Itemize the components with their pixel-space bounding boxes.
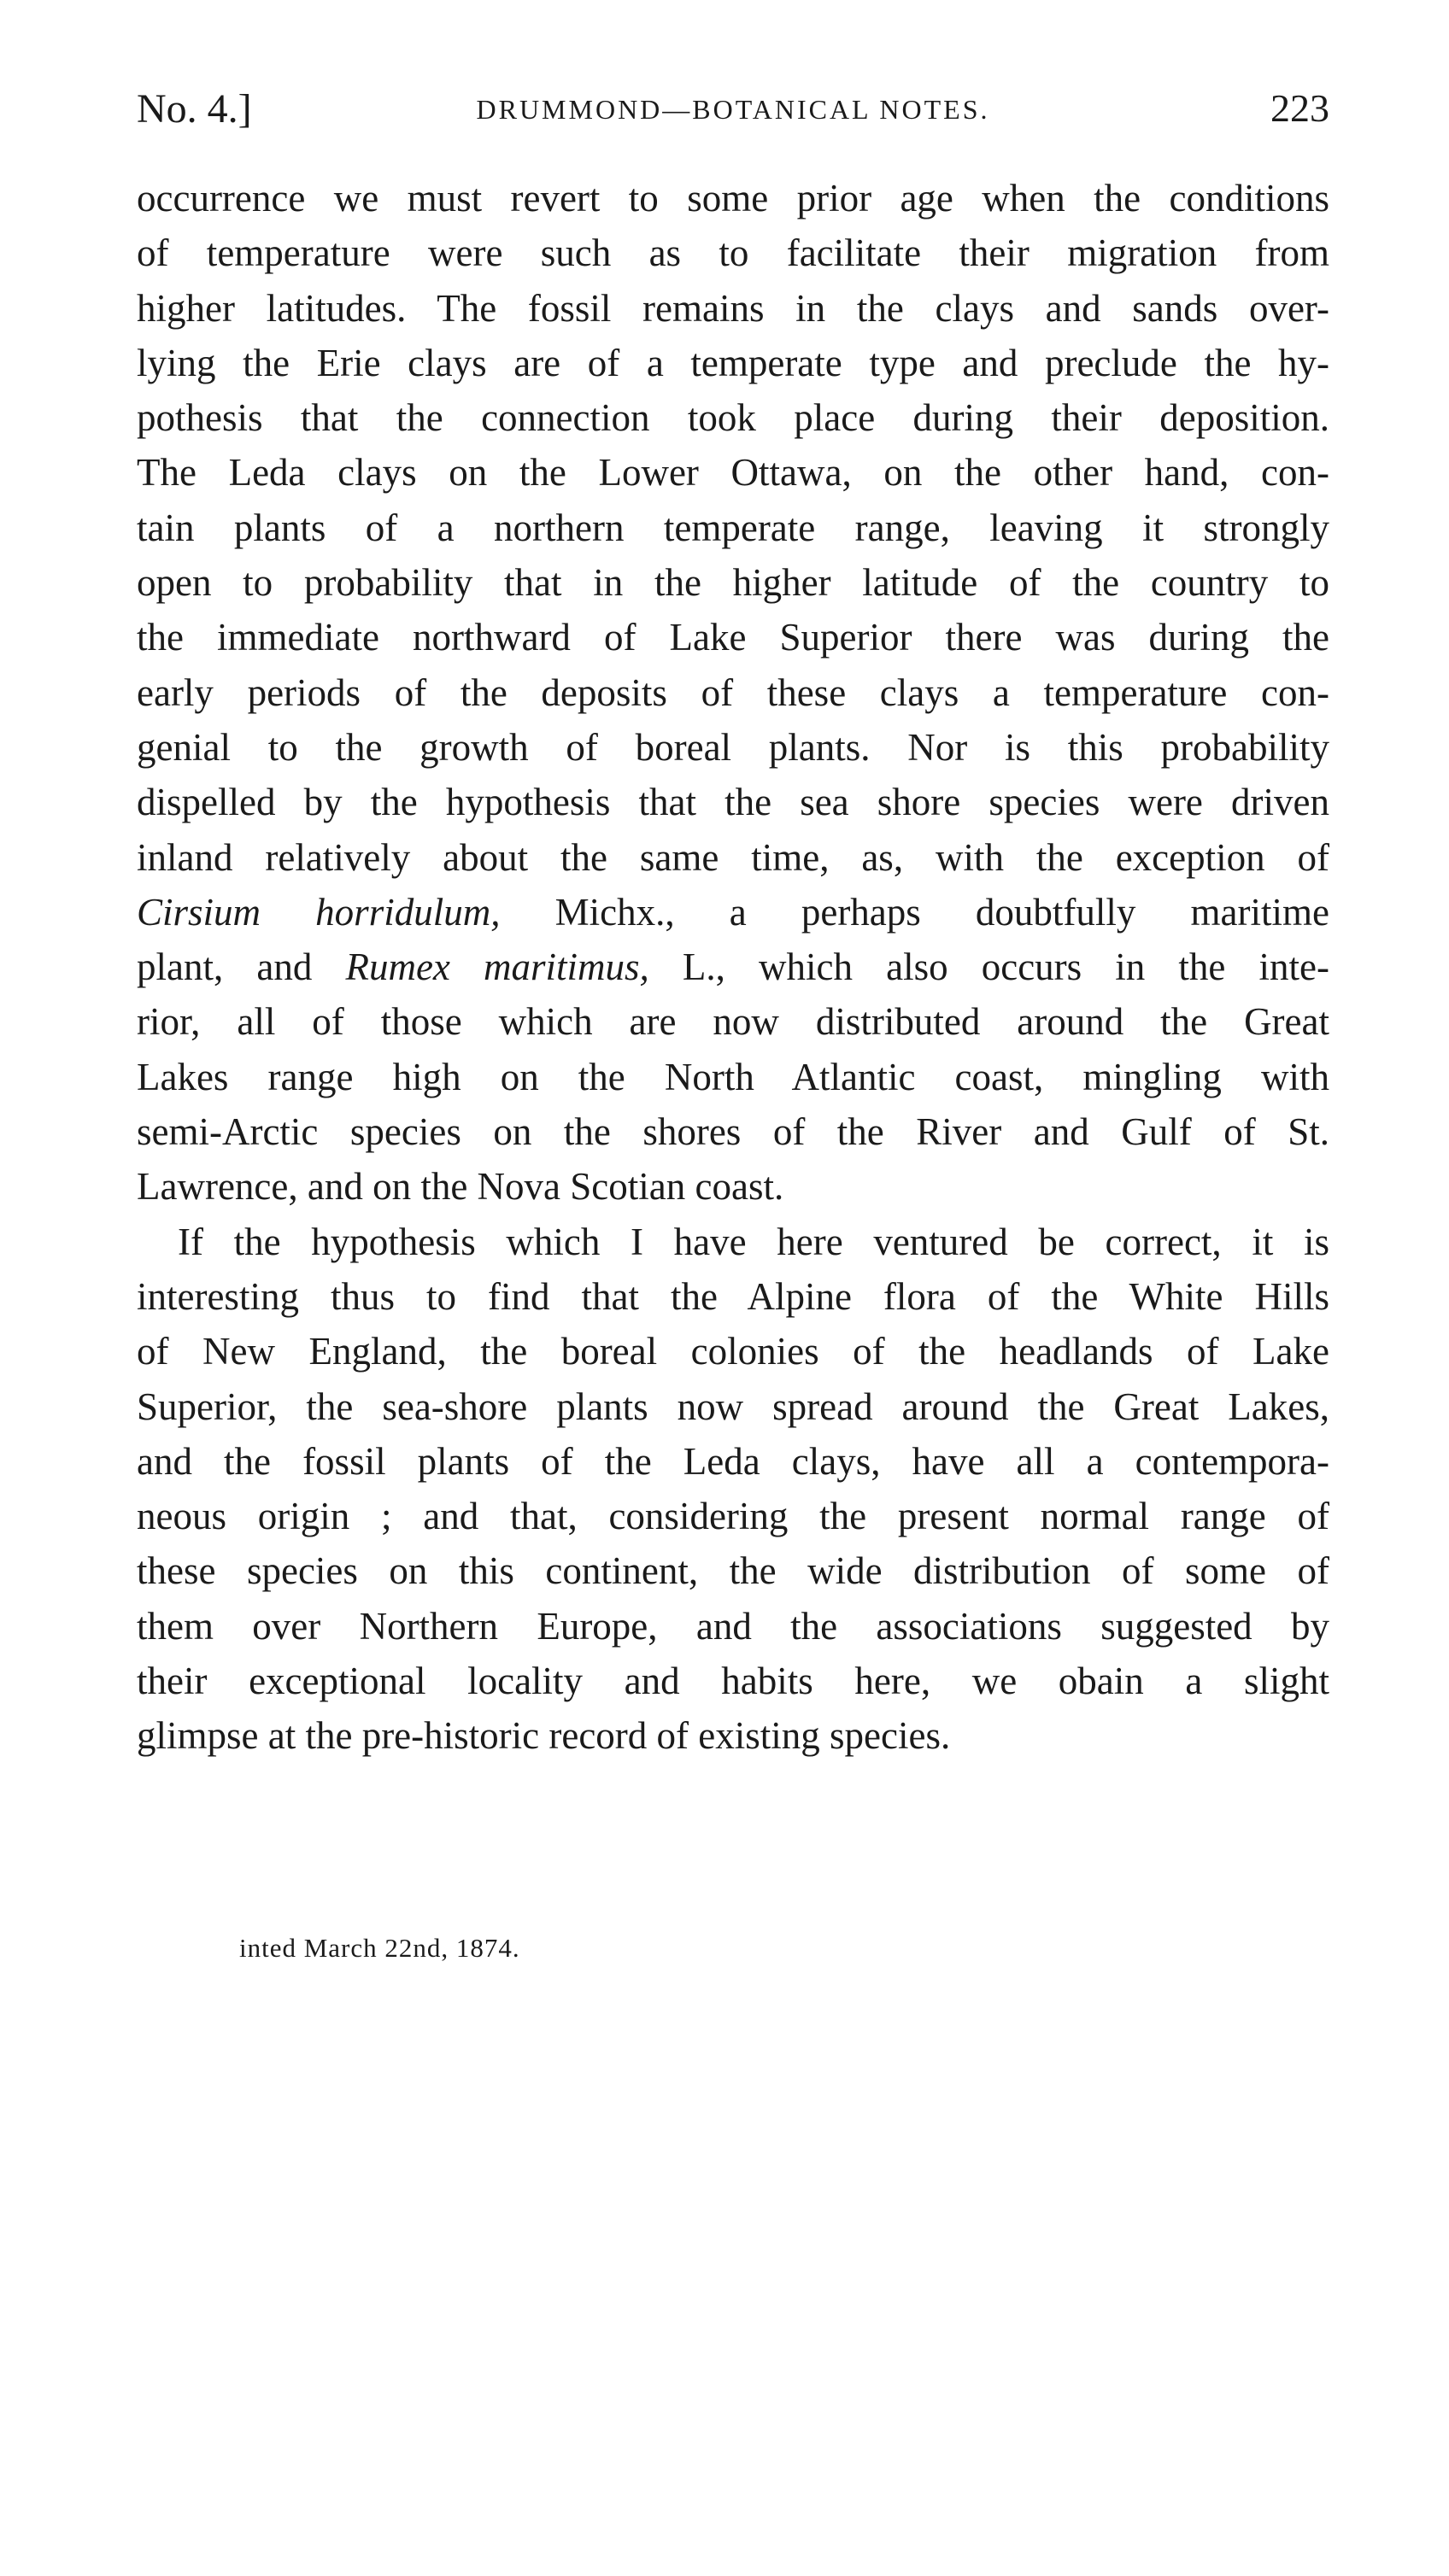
text-line: higher latitudes. The fossil remains in the clays and sands over- bbox=[137, 286, 1329, 330]
text-line: semi-Arctic species on the shores of the River and Gulf of St. bbox=[137, 1110, 1329, 1154]
text-run: L., which also occurs in the inte- bbox=[648, 946, 1329, 989]
text-line: Superior, the sea-shore plants now spread around the Great Lakes, bbox=[137, 1385, 1329, 1428]
page-number: 223 bbox=[1270, 86, 1329, 130]
text-line: and the fossil plants of the Leda clays, have all a contempora- bbox=[137, 1439, 1329, 1483]
text-line: neous origin ; and that, considering the present normal range of bbox=[137, 1495, 1329, 1538]
paragraph-1 bbox=[137, 171, 1329, 1215]
text-line: occurrence we must revert to some prior age when the conditions bbox=[137, 177, 1329, 220]
article-body bbox=[137, 171, 1329, 1764]
text-line: the immediate northward of Lake Superior there was during the bbox=[137, 616, 1329, 659]
text-line: pothesis that the connection took place during their deposition. bbox=[137, 396, 1329, 440]
text-line: Lakes range high on the North Atlantic coast, mingling with bbox=[137, 1055, 1329, 1098]
running-header bbox=[137, 85, 1329, 137]
text-line bbox=[137, 940, 1329, 994]
species-name-italic: Cirsium horridulum, bbox=[137, 890, 501, 934]
text-run: Michx., a perhaps doubtfully maritime bbox=[500, 890, 1330, 934]
text-line: early periods of the deposits of these clays a temperature con- bbox=[137, 670, 1329, 714]
running-title: DRUMMOND—BOTANICAL NOTES. bbox=[476, 94, 990, 125]
paragraph-2 bbox=[137, 1215, 1329, 1764]
text-line: Lawrence, and on the Nova Scotian coast. bbox=[137, 1165, 784, 1209]
species-name-italic: Rumex maritimus, bbox=[345, 946, 649, 989]
printed-date-note: inted March 22nd, 1874. bbox=[239, 1933, 520, 1963]
text-line: inland relatively about the same time, as, with the exception of bbox=[137, 835, 1329, 879]
text-line: glimpse at the pre-historic record of existing species. bbox=[137, 1714, 951, 1758]
text-line: rior, all of those which are now distributed around the Great bbox=[137, 1000, 1329, 1044]
text-line: them over Northern Europe, and the associations suggested by bbox=[137, 1604, 1329, 1648]
text-line: open to probability that in the higher latitude of the country to bbox=[137, 561, 1329, 605]
text-line: If the hypothesis which I have here ventured be correct, it is bbox=[178, 1220, 1329, 1263]
text-line bbox=[137, 885, 1329, 940]
text-line: tain plants of a northern temperate range, leaving it strongly bbox=[137, 506, 1329, 549]
text-line: of temperature were such as to facilitate their migration from bbox=[137, 231, 1329, 275]
text-line: of New England, the boreal colonies of the headlands of Lake bbox=[137, 1330, 1329, 1373]
text-line: these species on this continent, the wide distribution of some of bbox=[137, 1549, 1329, 1593]
issue-number: No. 4.] bbox=[137, 86, 252, 132]
text-line: lying the Erie clays are of a temperate type and preclude the hy- bbox=[137, 341, 1329, 384]
text-line: The Leda clays on the Lower Ottawa, on the other hand, con- bbox=[137, 451, 1329, 495]
text-line: genial to the growth of boreal plants. Nor is this probability bbox=[137, 725, 1329, 769]
text-line: interesting thus to find that the Alpine flora of the White Hills bbox=[137, 1274, 1329, 1318]
text-line: their exceptional locality and habits here, we obain a slight bbox=[137, 1660, 1329, 1703]
text-line: dispelled by the hypothesis that the sea shore species were driven bbox=[137, 781, 1329, 824]
text-run: plant, and bbox=[137, 946, 346, 989]
